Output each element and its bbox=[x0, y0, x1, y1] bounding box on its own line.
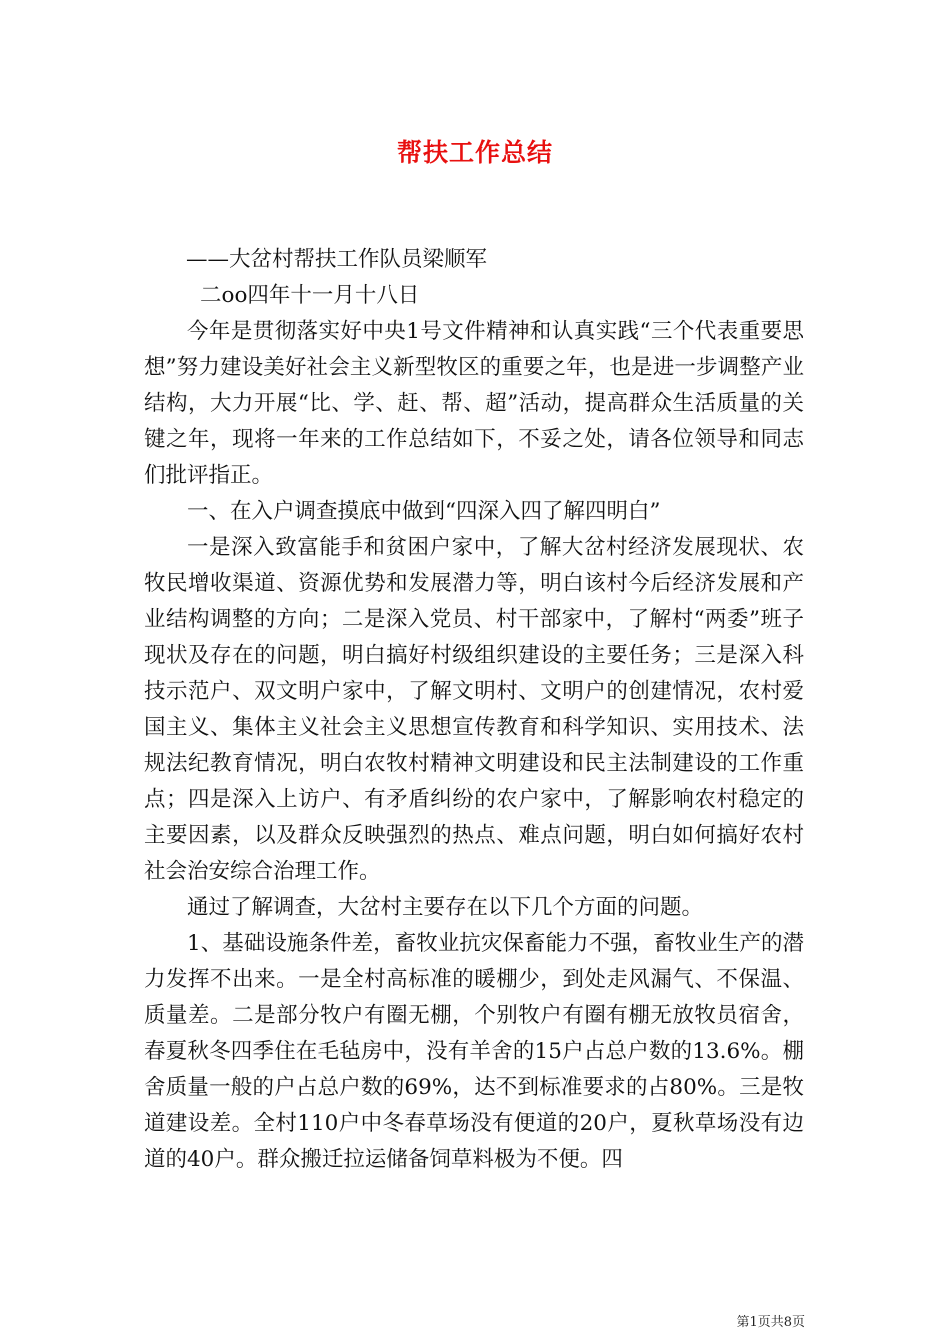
paragraph-infrastructure: 1、基础设施条件差，畜牧业抗灾保畜能力不强，畜牧业生产的潜力发挥不出来。一是全村高标准的暖棚少，到处走风漏气、不保温、质量差。二是部分牧户有圈无棚，个别牧户有圈有棚无放牧员宿舍，春夏秋冬四季住在毛毡房中，没有羊舍的15户占总户数的13.6%。棚舍质量一般的户占总户数的69%，达不到标准要求的占80%。三是牧道建设差。全村110户中冬春草场没有便道的20户，夏秋草场没有边道的40户。群众搬迁拉运储备饲草料极为不便。四 bbox=[144, 931, 804, 1172]
document-date: 二oo四年十一月十八日 bbox=[200, 283, 420, 308]
paragraph-four-deep: 一是深入致富能手和贫困户家中，了解大岔村经济发展现状、农牧民增收渠道、资源优势和发展潜力等，明白该村今后经济发展和产业结构调整的方向；二是深入党员、村干部家中，了解村“两委”班子现状及存在的问题，明白搞好村级组织建设的主要任务；三是深入科技示范户、双文明户家中，了解文明村、文明户的创建情况，农村爱国主义、集体主义社会主义思想宣传教育和科学知识、实用技术、法规法纪教育情况，明白农牧村精神文明建设和民主法制建设的工作重点；四是深入上访户、有矛盾纠纷的农户家中，了解影响农村稳定的主要因素，以及群众反映强烈的热点、难点问题，明白如何搞好农村社会治安综合治理工作。 bbox=[144, 535, 804, 884]
paragraph-intro: 今年是贯彻落实好中央1号文件精神和认真实践“三个代表重要思想”努力建设美好社会主义新型牧区的重要之年，也是进一步调整产业结构，大力开展“比、学、赶、帮、超”活动，提高群众生活质量的关键之年，现将一年来的工作总结如下，不妥之处，请各位领导和同志们批评指正。 bbox=[144, 319, 804, 488]
author-signature: ——大岔村帮扶工作队员梁顺军 bbox=[186, 247, 488, 272]
document-body bbox=[144, 242, 804, 1178]
section-heading-1: 一、在入户调查摸底中做到“四深入四了解四明白” bbox=[187, 499, 661, 524]
document-title: 帮扶工作总结 bbox=[396, 138, 553, 167]
page-number: 第1页共8页 bbox=[736, 1315, 805, 1330]
paragraph-survey-result: 通过了解调查，大岔村主要存在以下几个方面的问题。 bbox=[187, 895, 704, 920]
